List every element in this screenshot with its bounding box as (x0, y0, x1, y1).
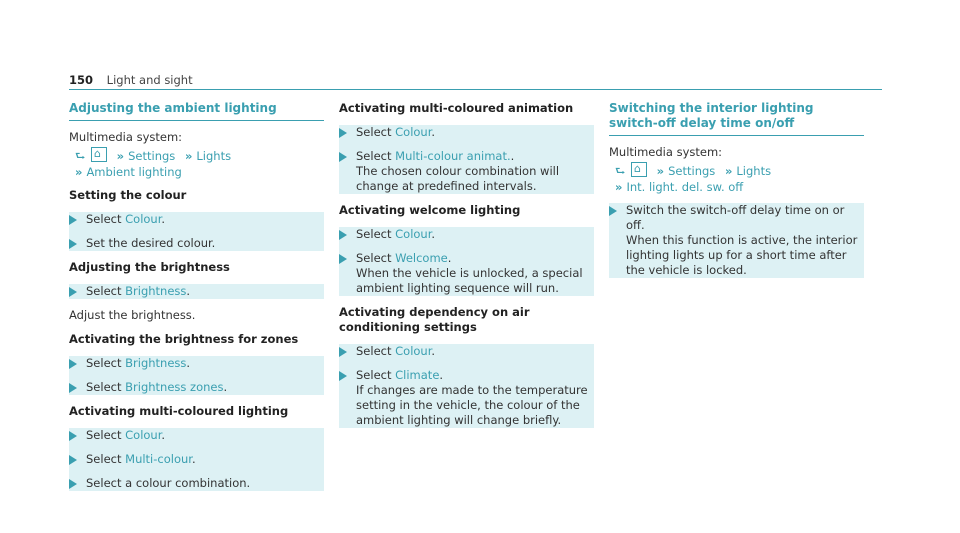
step: Select Colour. (69, 428, 324, 443)
step-list (69, 212, 324, 251)
chevron-icon: » (724, 164, 733, 178)
step: Select Colour. (339, 344, 594, 359)
step-arrow-icon (339, 230, 347, 240)
chevron-icon: » (75, 165, 83, 179)
step: Select Colour. (69, 212, 324, 227)
step-arrow-icon (339, 254, 347, 264)
step: Select Climate. If changes are made to the temperature setting in the vehicle, the colour of the ambient lighting will change briefly. (339, 368, 594, 428)
step-arrow-icon (339, 152, 347, 162)
menu-link-brightness[interactable]: Brightness (125, 356, 187, 370)
path-ambient-lighting[interactable]: Ambient lighting (86, 165, 182, 179)
step: Select Colour. (339, 125, 594, 140)
step-arrow-icon (339, 128, 347, 138)
subheading: Activating welcome lighting (339, 203, 521, 217)
system-label: Multimedia system: (69, 130, 183, 144)
menu-link-colour[interactable]: Colour (125, 212, 162, 226)
section-heading: Switching the interior lighting switch-off delay time on/off (609, 101, 864, 136)
step: Select Brightness. (69, 356, 324, 371)
menu-link-brightness-zones[interactable]: Brightness zones (125, 380, 224, 394)
menu-path (609, 162, 864, 195)
subheading: Adjusting the brightness (69, 260, 230, 274)
section-heading: Adjusting the ambient lighting (69, 101, 324, 121)
path-int-light-del-sw-off[interactable]: Int. light. del. sw. off (626, 180, 744, 194)
step-arrow-icon (69, 431, 77, 441)
path-settings[interactable]: Settings (668, 164, 716, 178)
step: Select Colour. (339, 227, 594, 242)
menu-link-climate[interactable]: Climate (395, 368, 440, 382)
subheading: Activating multi-coloured lighting (69, 404, 289, 418)
step: Select Welcome. When the vehicle is unlocked, a special ambient lighting sequence will run. (339, 251, 594, 296)
column-ambient-lighting (69, 101, 324, 500)
step: Select Brightness zones. (69, 380, 324, 395)
column-animations (339, 101, 594, 437)
chevron-icon: » (656, 164, 665, 178)
chevron-icon: » (615, 180, 623, 194)
menu-link-multi-colour-animat[interactable]: Multi-colour animat. (395, 149, 511, 163)
step-arrow-icon (609, 206, 617, 216)
chevron-icon: » (116, 149, 125, 163)
menu-link-colour[interactable]: Colour (125, 428, 162, 442)
step-arrow-icon (69, 215, 77, 225)
step-arrow-icon (69, 287, 77, 297)
step: Select Multi-colour animat.. The chosen colour combination will change at predefined intervals. (339, 149, 594, 194)
step-list (339, 125, 594, 194)
column-interior-lighting (609, 101, 864, 287)
path-lights[interactable]: Lights (196, 149, 232, 163)
step-arrow-icon (339, 347, 347, 357)
step-note: The chosen colour combination will change at predefined intervals. (356, 164, 560, 193)
step-note: When the vehicle is unlocked, a special ambient lighting sequence will run. (356, 266, 583, 295)
step: Switch the switch-off delay time on or off. When this function is active, the interior lighting lights up for a short time after the vehicle is locked. (609, 203, 864, 278)
step: Select Multi-colour. (69, 452, 324, 467)
step-arrow-icon (69, 239, 77, 249)
home-icon (631, 162, 647, 177)
menu-link-brightness[interactable]: Brightness (125, 284, 187, 298)
step-list (609, 203, 864, 278)
step-note: When this function is active, the interior lighting lights up for a short time after the vehicle is locked. (626, 233, 858, 277)
return-arrow-icon: ⮑ (75, 149, 86, 163)
step-note: If changes are made to the temperature setting in the vehicle, the colour of the ambient lighting will change briefly. (356, 383, 588, 427)
subheading: Activating dependency on air conditioning settings (339, 305, 530, 334)
step: Select Brightness. (69, 284, 324, 299)
step-arrow-icon (339, 371, 347, 381)
menu-link-colour[interactable]: Colour (395, 227, 432, 241)
subheading: Activating multi-coloured animation (339, 101, 574, 115)
step-arrow-icon (69, 383, 77, 393)
path-lights[interactable]: Lights (736, 164, 772, 178)
menu-link-colour[interactable]: Colour (395, 125, 432, 139)
menu-path (69, 147, 324, 180)
menu-link-welcome[interactable]: Welcome (395, 251, 448, 265)
subheading: Activating the brightness for zones (69, 332, 299, 346)
step-list (339, 227, 594, 296)
step-list (69, 284, 324, 299)
step-arrow-icon (69, 359, 77, 369)
chevron-icon: » (184, 149, 193, 163)
page-header (69, 73, 882, 90)
section-title: Light and sight (106, 73, 193, 87)
path-settings[interactable]: Settings (128, 149, 176, 163)
subheading: Setting the colour (69, 188, 187, 202)
page-number: 150 (69, 73, 94, 87)
note-text: Adjust the brightness. (69, 308, 196, 322)
step: Set the desired colour. (69, 236, 324, 251)
system-label: Multimedia system: (609, 145, 723, 159)
home-icon (91, 147, 107, 162)
step: Select a colour combination. (69, 476, 324, 491)
step-list (69, 428, 324, 491)
return-arrow-icon: ⮑ (615, 164, 626, 178)
step-arrow-icon (69, 479, 77, 489)
step-arrow-icon (69, 455, 77, 465)
step-list (69, 356, 324, 395)
menu-link-multi-colour[interactable]: Multi-colour (125, 452, 192, 466)
step-list (339, 344, 594, 428)
menu-link-colour[interactable]: Colour (395, 344, 432, 358)
